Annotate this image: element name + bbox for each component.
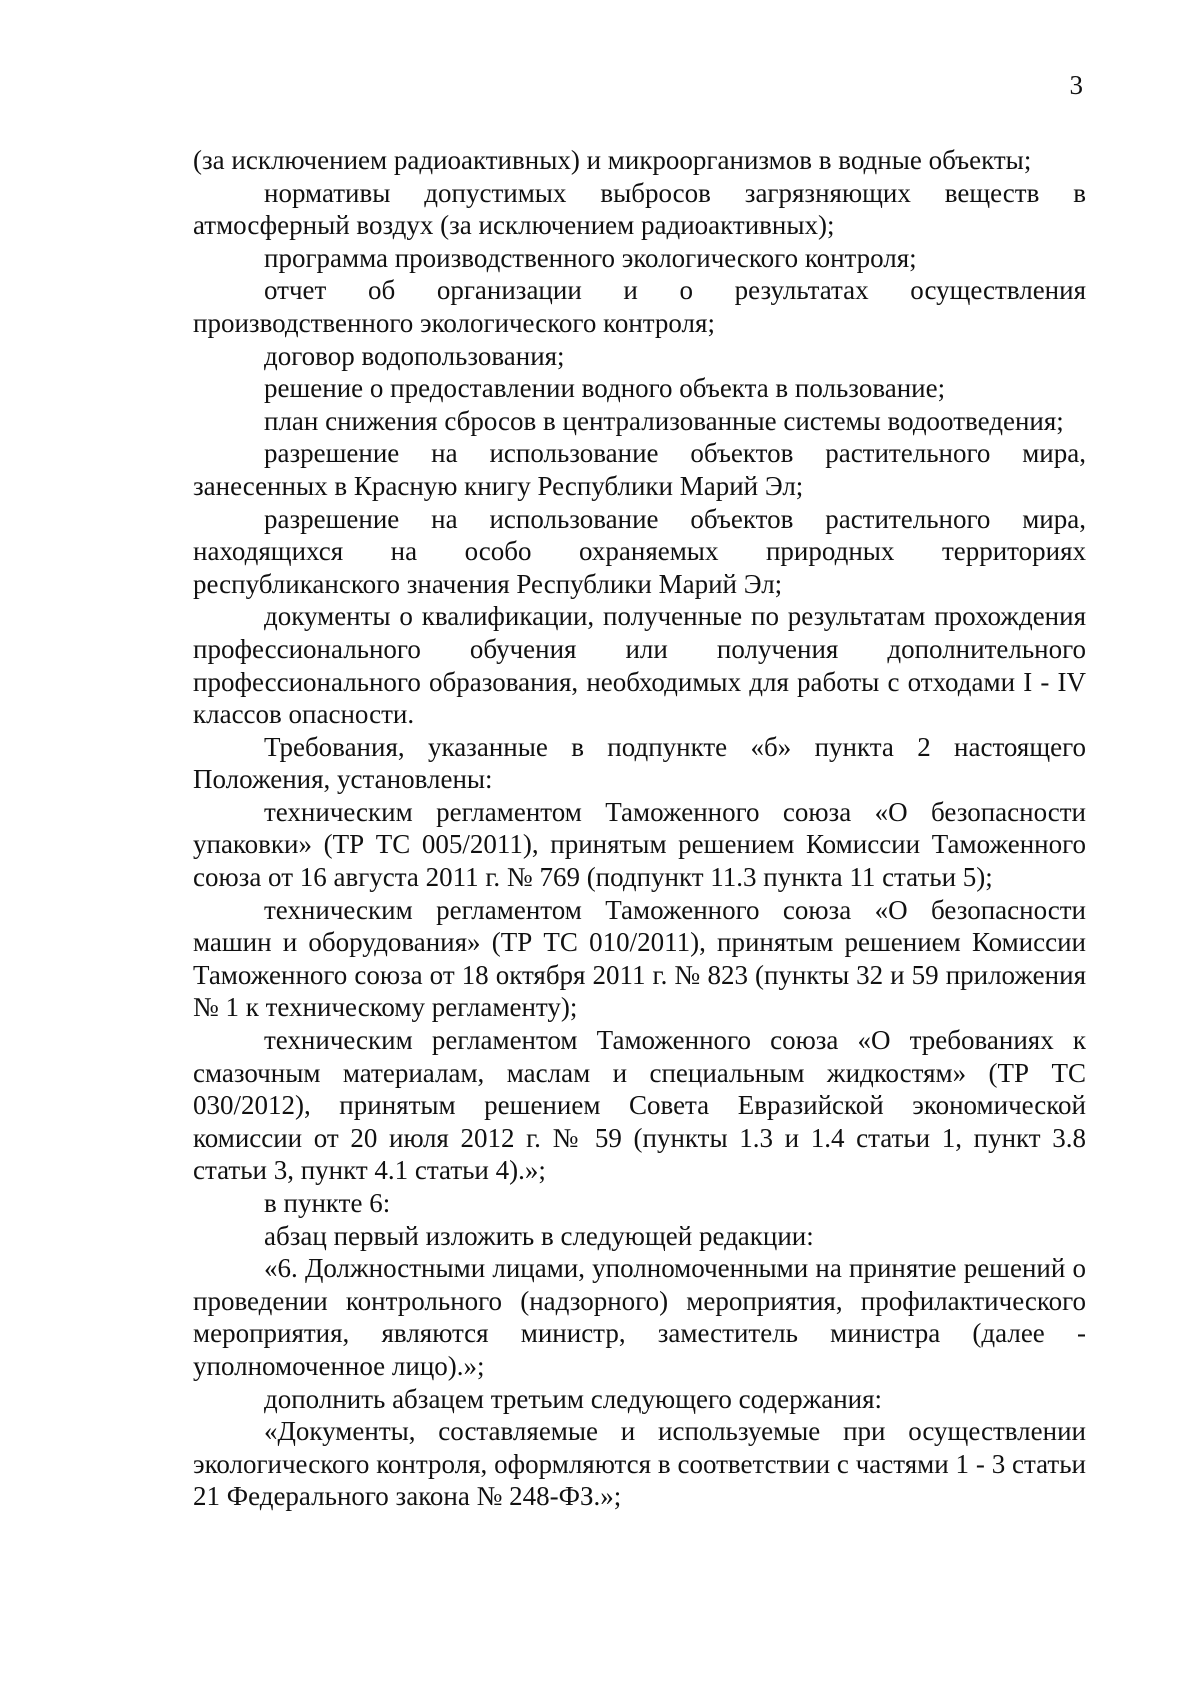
paragraph-add-third: дополнить абзацем третьим следующего содержания: [264,1383,883,1414]
list-item-control-report: отчет об организации и о результатах осуществления производственного экологического контроля; [193,275,1086,338]
paragraph-requirements: Требования, указанные в подпункте «б» пункта 2 настоящего Положения, установлены: [193,731,1086,795]
paragraph-point-6: в пункте 6: [264,1188,391,1218]
list-item-red-book-permit: разрешение на использование объектов растительного мира, занесенных в Красную книгу Республики Марий Эл; [193,438,1086,501]
document-body [193,144,1086,1513]
paragraph-continuation: (за исключением радиоактивных) и микроорганизмов в водные объекты; [193,145,1032,175]
paragraph-officials: «6. Должностными лицами, уполномоченными на принятие решений о проведении контрольного (надзорного) мероприятия, профилактического мероприятия, являются министр, заместитель министра (далее - уполномоченное лицо).»; [193,1253,1086,1381]
list-item-water-use-contract: договор водопользования; [264,340,565,371]
paragraph-first-paragraph-edit: абзац первый изложить в следующей редакции: [264,1220,814,1251]
list-item-qualification-documents: документы о квалификации, полученные по результатам прохождения профессионального обучения или получения дополнительного профессионального образования, необходимых для работы с отходами I - IV классов опасности. [193,601,1086,730]
list-item-regulation-packaging: техническим регламентом Таможенного союза «О безопасности упаковки» (ТР ТС 005/2011), принятым решением Комиссии Таможенного союза от 16 августа 2011 г. № 769 (подпункт 11.3 пункта 11 статьи 5); [193,796,1086,893]
list-item-emission-standards: нормативы допустимых выбросов загрязняющих веществ в атмосферный воздух (за исключением радиоактивных); [193,177,1086,241]
list-item-regulation-machinery: техническим регламентом Таможенного союза «О безопасности машин и оборудования» (ТР ТС 010/2011), принятым решением Комиссии Таможенного союза от 18 октября 2011 г. № 823 (пункты 32 и 59 приложения № 1 к техническому регламенту); [193,894,1086,1023]
list-item-discharge-reduction-plan: план снижения сбросов в централизованные системы водоотведения; [264,405,1064,436]
list-item-water-body-decision: решение о предоставлении водного объекта в пользование; [264,373,946,404]
list-item-regulation-lubricants: техническим регламентом Таможенного союза «О требованиях к смазочным материалам, маслам и специальным жидкостям» (ТР ТС 030/2012), принятым решением Совета Евразийской экономической комиссии от 20 июля 2012 г. № 59 (пункты 1.3 и 1.4 статьи 1, пункт 3.8 статьи 3, пункт 4.1 статьи 4).»; [193,1025,1086,1186]
list-item-control-program: программа производственного экологического контроля; [264,242,917,273]
paragraph-documents: «Документы, составляемые и используемые при осуществлении экологического контроля, оформляются в соответствии с частями 1 - 3 статьи 21 Федерального закона № 248-ФЗ.»; [193,1416,1086,1512]
page-number: 3 [1069,70,1083,100]
list-item-protected-areas-permit: разрешение на использование объектов растительного мира, находящихся на особо охраняемых природных территориях республиканского значения Республики Марий Эл; [193,503,1086,599]
